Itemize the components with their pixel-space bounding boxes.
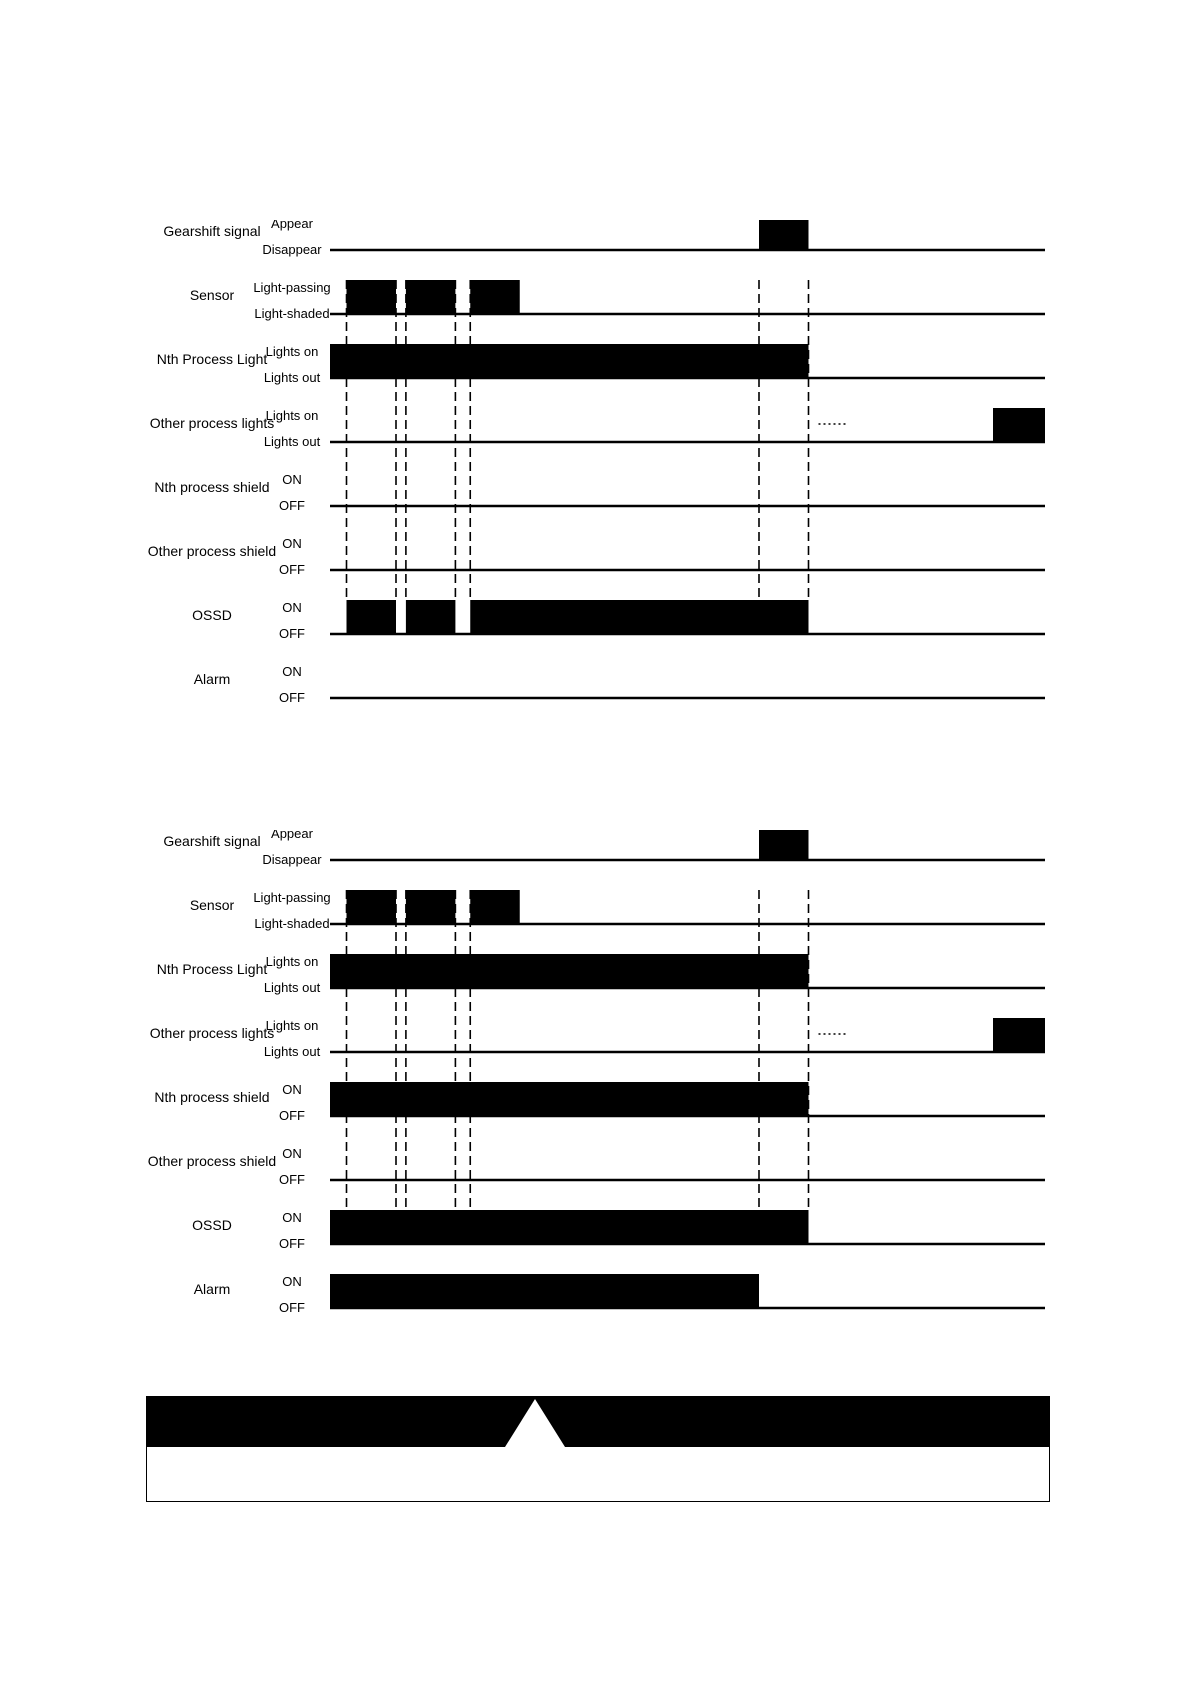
- signal-high-pulse: [347, 890, 397, 924]
- signal-high-pulse: [347, 600, 397, 634]
- signal-high-pulse: [330, 1210, 809, 1244]
- signal-label: Alarm: [193, 1281, 231, 1297]
- signal-label: Other process shield: [147, 1153, 277, 1169]
- signal-label: Other process lights: [149, 1025, 275, 1041]
- high-level-label: Light-passing: [253, 280, 331, 295]
- low-level-label: OFF: [279, 1108, 305, 1123]
- signal-label: Sensor: [189, 897, 235, 913]
- timing-diagram-2: [0, 830, 1191, 1370]
- high-level-label: Lights on: [265, 1018, 319, 1033]
- high-level-label: Lights on: [265, 344, 319, 359]
- high-level-label: ON: [282, 1146, 302, 1161]
- low-level-label: OFF: [279, 1300, 305, 1315]
- signal-high-pulse: [470, 600, 808, 634]
- low-level-label: Disappear: [262, 852, 322, 867]
- low-level-label: Light-shaded: [254, 916, 330, 931]
- timing-diagram-1: [0, 220, 1191, 760]
- high-level-label: Lights on: [265, 954, 319, 969]
- signal-high-pulse: [470, 280, 520, 314]
- high-level-label: Appear: [271, 220, 313, 231]
- signal-high-pulse: [347, 280, 397, 314]
- low-level-label: OFF: [279, 498, 305, 513]
- signal-high-pulse: [330, 1082, 809, 1116]
- signal-high-pulse: [330, 1274, 759, 1308]
- signal-label: Sensor: [189, 287, 235, 303]
- high-level-label: ON: [282, 664, 302, 679]
- high-level-label: ON: [282, 1274, 302, 1289]
- high-level-label: ON: [282, 1082, 302, 1097]
- high-level-label: ON: [282, 600, 302, 615]
- high-level-label: ON: [282, 1210, 302, 1225]
- warning-triangle-icon: [503, 1397, 567, 1447]
- high-level-label: Light-passing: [253, 890, 331, 905]
- timing-diagram-2-canvas: [0, 830, 1191, 1370]
- signal-label: Gearshift signal: [163, 223, 261, 239]
- low-level-label: OFF: [279, 626, 305, 641]
- signal-high-pulse: [330, 344, 809, 378]
- timing-diagram-1-canvas: [0, 220, 1191, 760]
- signal-label: Nth process shield: [154, 479, 270, 495]
- signal-high-pulse: [406, 280, 456, 314]
- low-level-label: OFF: [279, 1236, 305, 1251]
- low-level-label: Light-shaded: [254, 306, 330, 321]
- low-level-label: Lights out: [263, 1044, 321, 1059]
- warning-header-bar: [147, 1397, 1049, 1447]
- low-level-label: Lights out: [263, 434, 321, 449]
- low-level-label: Disappear: [262, 242, 322, 257]
- signal-label: Nth process shield: [154, 1089, 270, 1105]
- low-level-label: OFF: [279, 690, 305, 705]
- signal-label: Alarm: [193, 671, 231, 687]
- high-level-label: Appear: [271, 830, 313, 841]
- low-level-label: OFF: [279, 562, 305, 577]
- high-level-label: Lights on: [265, 408, 319, 423]
- high-level-label: ON: [282, 536, 302, 551]
- signal-label: Nth Process Light: [156, 961, 268, 977]
- signal-high-pulse: [993, 408, 1045, 442]
- low-level-label: Lights out: [263, 980, 321, 995]
- high-level-label: ON: [282, 472, 302, 487]
- signal-label: Other process lights: [149, 415, 275, 431]
- signal-high-pulse: [759, 830, 809, 860]
- signal-label: OSSD: [192, 1217, 232, 1233]
- warning-panel: [146, 1396, 1050, 1502]
- low-level-label: OFF: [279, 1172, 305, 1187]
- signal-label: Gearshift signal: [163, 833, 261, 849]
- signal-high-pulse: [470, 890, 520, 924]
- warning-body: [147, 1447, 1049, 1502]
- signal-label: OSSD: [192, 607, 232, 623]
- signal-high-pulse: [406, 600, 456, 634]
- signal-high-pulse: [406, 890, 456, 924]
- signal-label: Other process shield: [147, 543, 277, 559]
- signal-high-pulse: [993, 1018, 1045, 1052]
- low-level-label: Lights out: [263, 370, 321, 385]
- signal-high-pulse: [330, 954, 809, 988]
- signal-high-pulse: [759, 220, 809, 250]
- signal-label: Nth Process Light: [156, 351, 268, 367]
